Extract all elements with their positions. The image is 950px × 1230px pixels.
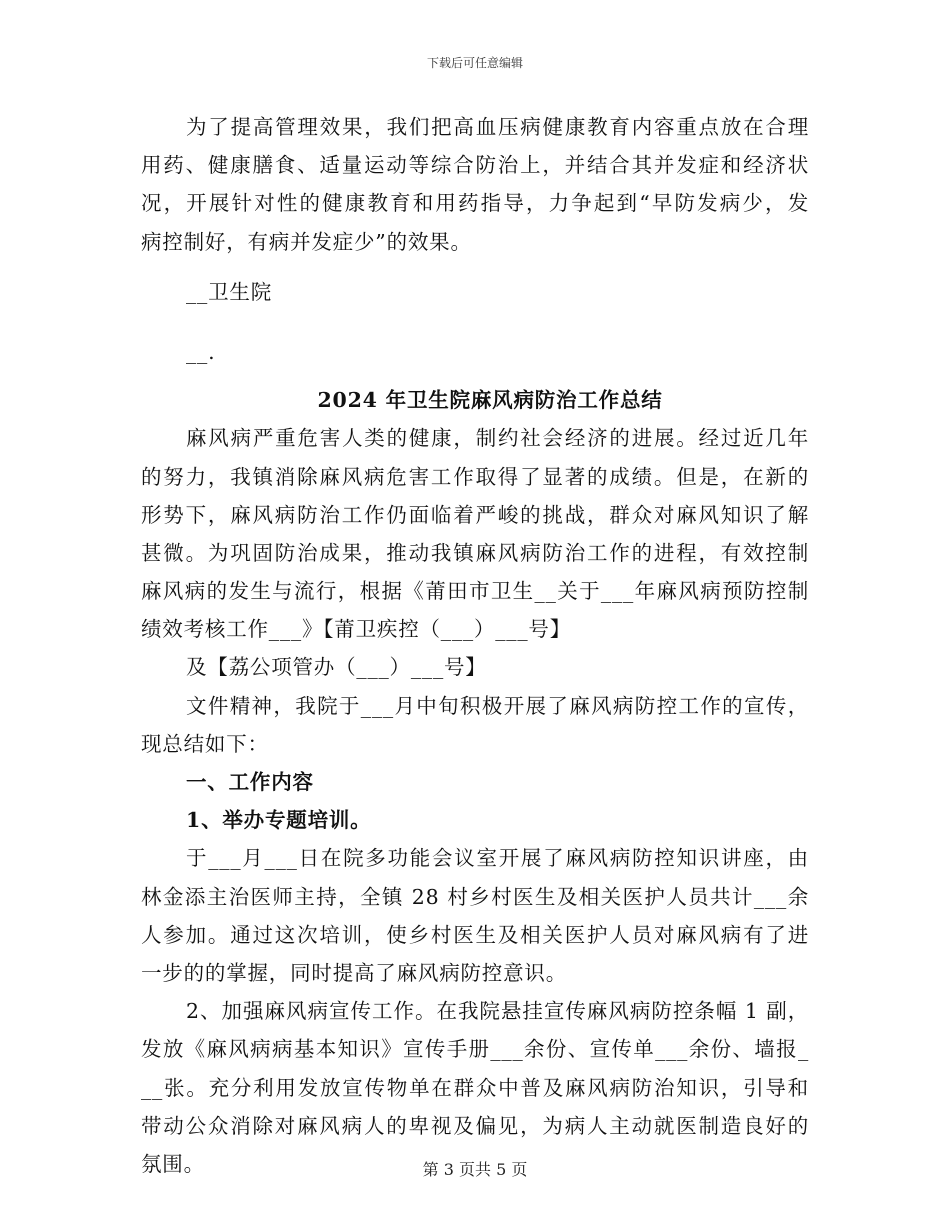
subsection-heading: 1、举办专题培训。 — [186, 808, 372, 833]
text-line: 林金添主治医师主持，全镇 28 村乡村医生及相关医护人员共计___余 — [141, 884, 809, 909]
paragraph-publicity — [141, 992, 809, 1183]
signature-org: __卫生院 — [186, 279, 272, 304]
text-line: 况，开展针对性的健康教育和用药指导，力争起到“早防发病少，发 — [141, 191, 809, 216]
text-line: 文件精神，我院于___月中旬积极开展了麻风病防控工作的宣传， — [186, 693, 809, 718]
text-line: 现总结如下： — [141, 731, 269, 756]
text-line: 发放《麻风病病基本知识》宣传手册___余份、宣传单___余份、墙报_ — [141, 1037, 809, 1062]
document-title: 2024 年卫生院麻风病防治工作总结 — [317, 388, 663, 413]
signature-date: __. — [186, 339, 216, 364]
text-line: 人参加。通过这次培训，使乡村医生及相关医护人员对麻风病有了进 — [141, 922, 809, 947]
text-line: 的努力，我镇消除麻风病危害工作取得了显著的成绩。但是，在新的 — [141, 464, 809, 489]
text-line: __张。充分利用发放宣传物单在群众中普及麻风病防治知识，引导和 — [141, 1075, 809, 1100]
text-line: 病控制好，有病并发症少”的效果。 — [141, 229, 472, 254]
page-header: 下载后可任意编辑 — [426, 56, 523, 70]
text-line: 麻风病的发生与流行，根据《莆田市卫生__关于___年麻风病预防控制 — [141, 579, 809, 604]
text-line: 氛围。 — [141, 1151, 205, 1176]
section-heading: 一、工作内容 — [186, 770, 314, 794]
paragraph-training — [141, 839, 809, 992]
text-line: 于___月___日在院多功能会议室开展了麻风病防控知识讲座，由 — [186, 846, 809, 871]
text-line: 2、加强麻风病宣传工作。在我院悬挂宣传麻风病防控条幅 1 副， — [186, 999, 809, 1024]
paragraph-reference: 及【荔公项管办（___）___号】 — [186, 655, 487, 680]
text-line: 形势下，麻风病防治工作仍面临着严峻的挑战，群众对麻风知识了解 — [141, 502, 809, 527]
page-footer: 第 3 页共 5 页 — [422, 1160, 528, 1179]
text-line: 绩效考核工作___》【莆卫疾控（___）___号】 — [141, 617, 571, 642]
paragraph-summary — [141, 687, 809, 763]
text-line: 麻风病严重危害人类的健康，制约社会经济的进展。经过近几年 — [186, 426, 809, 451]
text-line: 带动公众消除对麻风病人的卑视及偏见，为病人主动就医制造良好的 — [141, 1113, 809, 1138]
paragraph-intro — [141, 419, 809, 648]
text-line: 为了提高管理效果，我们把高血压病健康教育内容重点放在合理 — [186, 115, 809, 139]
text-line: 一步的的掌握，同时提高了麻风病防控意识。 — [141, 960, 567, 985]
paragraph-health-education — [141, 108, 809, 261]
document-body — [141, 108, 809, 1183]
text-line: 用药、健康膳食、适量运动等综合防治上，并结合其并发症和经济状 — [141, 153, 809, 178]
text-line: 甚微。为巩固防治成果，推动我镇麻风病防治工作的进程，有效控制 — [141, 540, 809, 565]
